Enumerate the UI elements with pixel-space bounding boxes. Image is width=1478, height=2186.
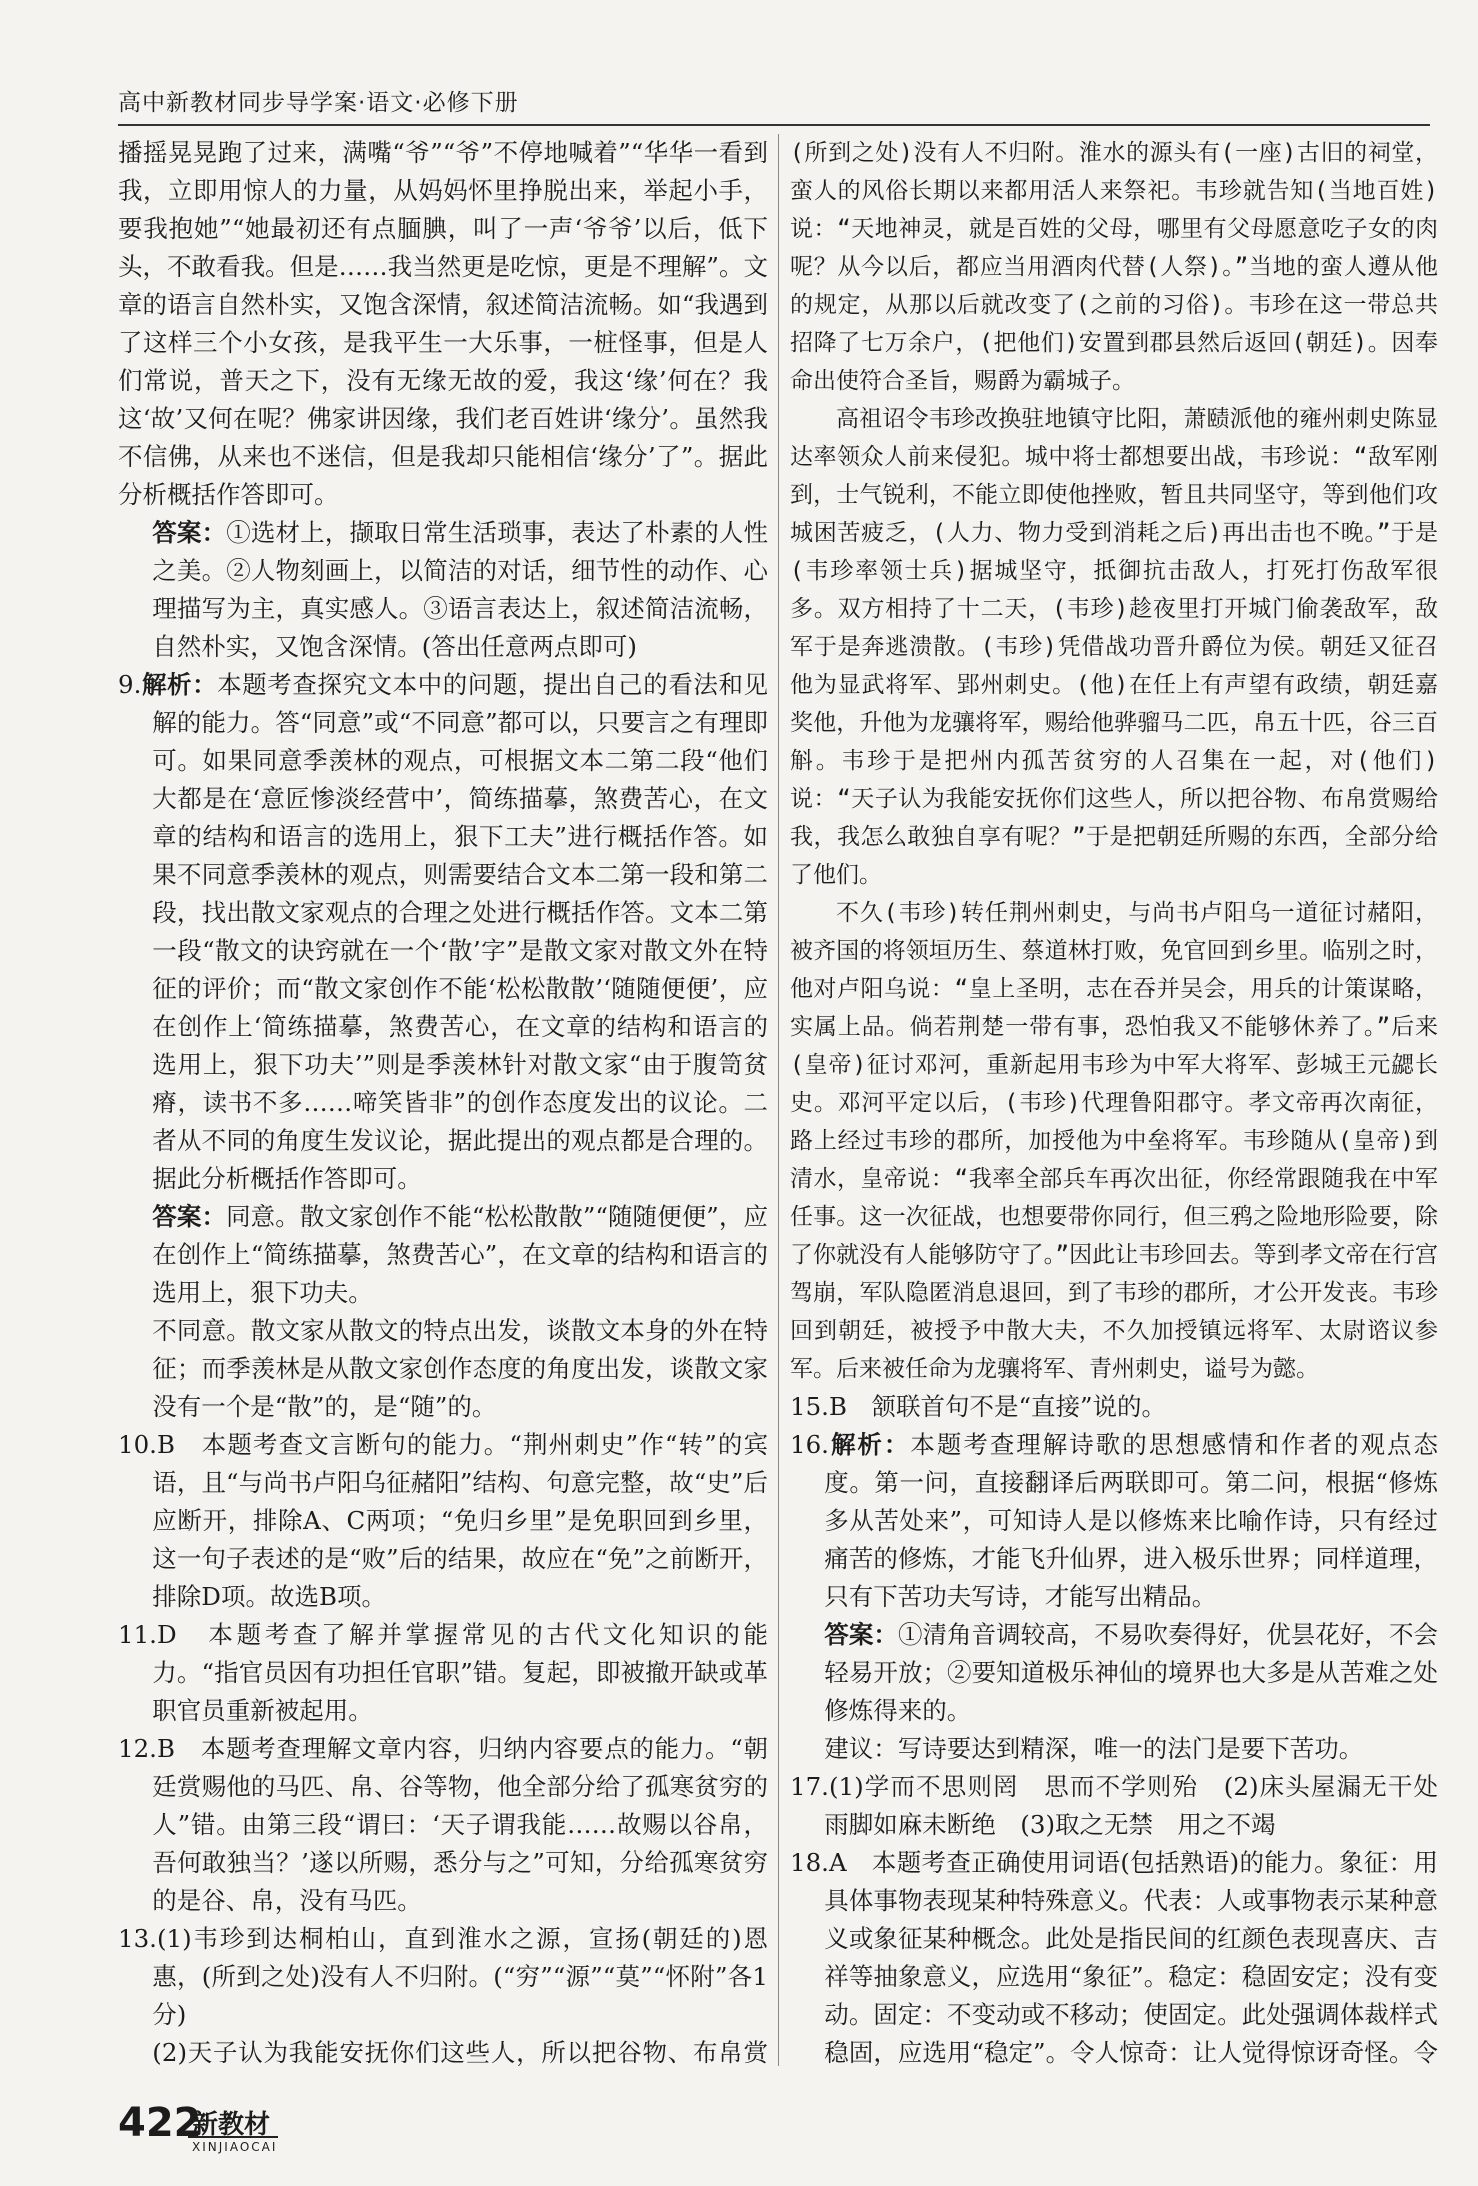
- q13-answer-1: 13.(1)韦珍到达桐柏山，直到淮水之源，宣扬(朝廷的)恩惠，(所到之处)没有人不归附。(“穷”“源”“莫”“怀附”各1分): [118, 1924, 768, 2029]
- left-column: [118, 134, 768, 2066]
- q10-answer: 10.B 本题考查文言断句的能力。“荆州刺史”作“转”的宾语，且“与尚书卢阳乌征赭阳”结构、句意完整，故“史”后应断开，排除A、C两项；“免归乡里”是免职回到乡里，这一句子表述的是“败”后的结果，故应在“免”之前断开，排除D项。故选B项。: [118, 1430, 768, 1611]
- brand-rule: [188, 2136, 278, 2138]
- translation-paragraph: 高祖诏令韦珍改换驻地镇守比阳，萧赜派他的雍州刺史陈显达率领众人前来侵犯。城中将士都想要出战，韦珍说：“敌军刚到，士气锐利，不能立即使他挫败，暂且共同坚守，等到他们攻城困苦疲乏，(人力、物力受到消耗之后)再出击也不晚。”于是(韦珍率领士兵)据城坚守，抵御抗击敌人，打死打伤敌军很多。双方相持了十二天，(韦珍)趁夜里打开城门偷袭敌军，敌军于是奔逃溃散。(韦珍)凭借战功晋升爵位为侯。朝廷又征召他为显武将军、郢州刺史。(他)在任上有声望有政绩，朝廷嘉奖他，升他为龙骧将军，赐给他骅骝马二匹，帛五十匹，谷三百斛。韦珍于是把州内孤苦贫穷的人召集在一起，对(他们)说：“天子认为我能安抚你们这些人，所以把谷物、布帛赏赐给我，我怎么敢独自享有呢？”于是把朝廷所赐的东西，全部分给了他们。: [790, 406, 1438, 888]
- q16-answer: 答案：①清角音调较高，不易吹奏得好，优昙花好，不会轻易开放；②要知道极乐神仙的境界也大多是从苦难之处修炼得来的。: [824, 1620, 1438, 1725]
- right-column: [790, 134, 1438, 2066]
- brand-pinyin: XINJIAOCAI: [192, 2140, 278, 2154]
- answer-label: 答案：: [824, 1620, 898, 1649]
- q9-answer-alt: 不同意。散文家从散文的特点出发，谈散文本身的外在特征；而季羡林是从散文家创作态度的角度出发，谈散文家没有一个是“散”的，是“随”的。: [152, 1316, 768, 1421]
- translation-paragraph: 不久(韦珍)转任荆州刺史，与尚书卢阳乌一道征讨赭阳，被齐国的将领垣历生、蔡道林打败，免官回到乡里。临别之时，他对卢阳乌说：“皇上圣明，志在吞并吴会，用兵的计策谋略，实属上品。倘若荆楚一带有事，恐怕我又不能够休养了。”后来(皇帝)征讨邓河，重新起用韦珍为中军大将军、彭城王元勰长史。邓河平定以后，(韦珍)代理鲁阳郡守。孝文帝再次南征，路上经过韦珍的郡所，加授他为中垒将军。韦珍随从(皇帝)到清水，皇帝说：“我率全部兵车再次出征，你经常跟随我在中军任事。这一次征战，也想要带你同行，但三鸦之险地形险要，除了你就没有人能够防守了。”因此让韦珍回去。等到孝文帝在行宫驾崩，军队隐匿消息退回，到了韦珍的郡所，才公开发丧。韦珍回到朝廷，被授予中散大夫，不久加授镇远将军、太尉谘议参军。后来被任命为龙骧将军、青州刺史，谥号为懿。: [790, 900, 1438, 1382]
- q16-suggestion: 建议：写诗要达到精深，唯一的法门是要下苦功。: [824, 1734, 1364, 1763]
- header-rule: [118, 124, 1430, 126]
- q12-answer: 12.B 本题考查理解文章内容，归纳内容要点的能力。“朝廷赏赐他的马匹、帛、谷等物，他全部分给了孤寒贫穷的人”错。由第三段“谓曰：‘天子谓我能……故赐以谷帛，吾何敢独当？’遂以所赐，悉分与之”可知，分给孤寒贫穷的是谷、帛，没有马匹。: [118, 1734, 768, 1915]
- q11-answer: 11.D 本题考查了解并掌握常见的古代文化知识的能力。“指官员因有功担任官职”错。复起，即被撤开缺或革职官员重新被起用。: [118, 1620, 768, 1725]
- page-number: 422: [118, 2100, 202, 2146]
- translation-paragraph: (所到之处)没有人不归附。淮水的源头有(一座)古旧的祠堂，蛮人的风俗长期以来都用活人来祭祀。韦珍就告知(当地百姓)说：“天地神灵，就是百姓的父母，哪里有父母愿意吃子女的肉呢？从今以后，都应当用酒肉代替(人祭)。”当地的蛮人遵从他的规定，从那以后就改变了(之前的习俗)。韦珍在这一带总共招降了七万余户，(把他们)安置到郡县然后返回(朝廷)。因奉命出使符合圣旨，赐爵为霸城子。: [790, 140, 1438, 394]
- analysis-label: 解析：: [828, 1430, 911, 1459]
- q15-answer: 15.B 颔联首句不是“直接”说的。: [790, 1392, 1167, 1421]
- running-header: 高中新教材同步导学案·语文·必修下册: [118, 90, 519, 116]
- q9-answer: 答案：同意。散文家创作不能“松松散散”“随随便便”，应在创作上“简练描摹，煞费苦心”，在文章的结构和语言的选用上，狠下功夫。: [152, 1202, 768, 1307]
- q8-answer: 答案：①选材上，撷取日常生活琐事，表达了朴素的人性之美。②人物刻画上，以简洁的对话，细节性的动作、心理描写为主，真实感人。③语言表达上，叙述简洁流畅，自然朴实，又饱含深情。(答出任意两点即可): [152, 518, 768, 661]
- analysis-label: 解析：: [141, 670, 218, 699]
- q8-analysis-continued: 播摇晃晃跑了过来，满嘴“爷”“爷”不停地喊着”“华华一看到我，立即用惊人的力量，从妈妈怀里挣脱出来，举起小手，要我抱她”“她最初还有点腼腆，叫了一声‘爷爷’以后，低下头，不敢看我。但是……我当然更是吃惊，更是不理解”。文章的语言自然朴实，又饱含深情，叙述简洁流畅。如“我遇到了这样三个小女孩，是我平生一大乐事，一桩怪事，但是人们常说，普天之下，没有无缘无故的爱，我这‘缘’何在？我这‘故’又何在呢？佛家讲因缘，我们老百姓讲‘缘分’。虽然我不信佛，从来也不迷信，但是我却只能相信‘缘分’了”。据此分析概括作答即可。: [118, 138, 768, 509]
- q9-analysis: 9.解析：本题考查探究文本中的问题，提出自己的看法和见解的能力。答“同意”或“不同意”都可以，只要言之有理即可。如果同意季羡林的观点，可根据文本二第二段“他们大都是在‘意匠惨淡经营中’，简练描摹，煞费苦心，在文章的结构和语言的选用上，狠下工夫”进行概括作答。如果不同意季羡林的观点，则需要结合文本二第一段和第二段，找出散文家观点的合理之处进行概括作答。文本二第一段“散文的诀窍就在一个‘散’字”是散文家对散文外在特征的评价；而“散文家创作不能‘松松散散’‘随随便便’，应在创作上‘简练描摹，煞费苦心，在文章的结构和语言的选用上，狠下功夫’”则是季羡林针对散文家“由于腹笥贫瘠，读书不多……啼笑皆非”的创作态度发出的议论。二者从不同的角度生发议论，据此提出的观点都是合理的。据此分析概括作答即可。: [118, 670, 768, 1193]
- q16-analysis: 16.解析：本题考查理解诗歌的思想感情和作者的观点态度。第一问，直接翻译后两联即可。第二问，根据“修炼多从苦处来”，可知诗人是以修炼来比喻作诗，只有经过痛苦的修炼，才能飞升仙界，进入极乐世界；同样道理，只有下苦功夫写诗，才能写出精品。: [790, 1430, 1438, 1611]
- q17-answer: 17.(1)学而不思则罔 思而不学则殆 (2)床头屋漏无干处 雨脚如麻未断绝 (3)取之无禁 用之不竭: [790, 1772, 1438, 1839]
- q13-answer-2: (2)天子认为我能安抚你们这些人，所以把谷物、布帛赏: [152, 2038, 768, 2066]
- q18-answer: 18.A 本题考查正确使用词语(包括熟语)的能力。象征：用具体事物表现某种特殊意义。代表：人或事物表示某种意义或象征某种概念。此处是指民间的红颜色表现喜庆、吉祥等抽象意义，应选用“象征”。稳定：稳固安定；没有变动。固定：不变动或不移动；使固定。此处强调体裁样式稳固，应选用“稳定”。令人惊奇：让人觉得惊讶奇怪。令: [790, 1848, 1438, 2066]
- column-divider: [778, 134, 779, 2066]
- answer-label: 答案：: [152, 518, 227, 547]
- answer-label: 答案：: [152, 1202, 227, 1231]
- brand-logo-text: 新教材: [192, 2110, 271, 2140]
